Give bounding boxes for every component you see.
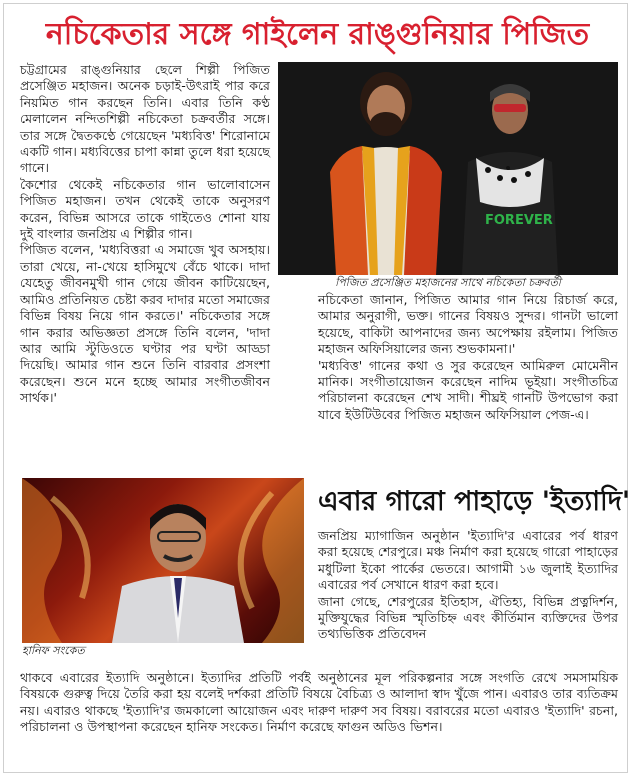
article1-paragraph: নচিকেতা জানান, পিজিত আমার গান নিয়ে রিচার্জ করে, আমার অনুরাগী, ভক্ত। গানের বিষয়ও সুন্দর। গানটা ভালো হয়েছে, বাকিটা আপনাদের জন্য অপেক্ষায় রইলাম। পিজিত মহাজন অফিসিয়ালের জন্য শুভকামনা।' bbox=[318, 292, 618, 357]
tshirt-print-text: FOREVER bbox=[485, 213, 553, 228]
article2-right-column bbox=[318, 528, 618, 668]
article2-photo bbox=[22, 478, 304, 643]
article1-paragraph: 'মধ্যবিত্ত' গানের কথা ও সুর করেছেন আমিরুল মোমেনীন মানিক। সংগীতায়োজন করেছেন নাদিম ভূইয়া। সংগীতচিত্র পরিচালনা করেছেন শেখ সাদী। শীঘ্রই গানটি উপভোগ করা যাবে ইউটিউবের পিজিত মহাজন অফিসিয়াল পেজ-এ। bbox=[318, 357, 618, 422]
article1-left-column bbox=[20, 62, 270, 472]
article2-photo-caption: হানিফ সংকেত bbox=[22, 644, 85, 657]
photo-hanif-sanket bbox=[22, 478, 304, 643]
article2-headline: এবার গারো পাহাড়ে 'ইত্যাদি' bbox=[318, 486, 631, 517]
article2-bottom-text: থাকবে এবারের ইত্যাদি অনুষ্ঠানে। ইত্যাদির প্রতিটি পর্বই অনুষ্ঠানের মূল পরিকল্পনার সঙ্গে সংগতি রেখে সমসাময়িক বিষয়কে গুরুত্ব দিয়ে তৈরি করা হয় বলেই দর্শকরা প্রতিটি বিষয়ে বৈচিত্র্য ও আলাদা স্বাদ খুঁজে পান। এবারও তার ব্যতিক্রম নয়। এবারও থাকছে 'ইত্যাদি'র জমকালো আয়োজন এবং দারুণ দারুণ সব বিষয়। বরাবরের মতো এবারও 'ইত্যাদি' রচনা, পরিচালনা ও উপস্থাপনা করেছেন হানিফ সংকেত। নির্মাণ করেছে ফাগুন অডিও ভিশন। bbox=[20, 670, 618, 735]
article1-paragraph: কৈশোর থেকেই নচিকেতার গান ভালোবাসেন পিজিত মহাজন। তখন থেকেই তাকে অনুসরণ করেন, বিভিন্ন আসরে তাকে গাইতেও শোনা যায় দুই বাংলার জনপ্রিয় এ শিল্পীর গান। bbox=[20, 176, 270, 242]
article1-photo bbox=[278, 62, 618, 275]
article1-paragraph: পিজিত বলেন, 'মধ্যবিত্তরা এ সমাজে খুব অসহায়। তারা খেয়ে, না-খেয়ে হাসিমুখে বেঁচে থাকে। দাদা যেহেতু জীবনমুখী গান গেয়ে জীবন কাটিয়েছেন, আমিও প্রতিনিয়ত চেষ্টা করব দাদার মতো সমাজের বিভিন্ন বিষয় নিয়ে গান করতে।' নচিকেতার সঙ্গে গান করার অভিজ্ঞতা প্রসঙ্গে তিনি বলেন, 'দাদা আর আমি স্টুডিওতে ঘণ্টার পর ঘণ্টা আড্ডা দিয়েছি। আমার গান শুনে তিনি বারবার প্রসংশা করেছেন। শুনে মনে হচ্ছে আমার সংগীতজীবন সার্থক।' bbox=[20, 242, 270, 406]
photo-nachiketa-pijit bbox=[278, 62, 618, 275]
article1-headline: নচিকেতার সঙ্গে গাইলেন রাঙ্গুনিয়ার পিজিত bbox=[45, 17, 590, 52]
article1-right-column bbox=[318, 292, 618, 477]
article1-photo-caption: পিজিত প্রসেঞ্জিত মহাজনের সাথে নচিকেতা চক্রবর্তী bbox=[335, 276, 561, 289]
article2-paragraph: জানা গেছে, শেরপুরের ইতিহাস, ঐতিহ্য, বিভিন্ন প্রত্নদির্শন, মুক্তিযুদ্ধের বিভিন্ন স্মৃতিচিহ্ন এবং কীর্তিমান ব্যক্তিদের উপর তথ্যভিত্তিক প্রতিবেদন bbox=[318, 593, 618, 642]
article2-paragraph: জনপ্রিয় ম্যাগাজিন অনুষ্ঠান 'ইত্যাদি'র এবারের পর্ব ধারণ করা হয়েছে শেরপুরে। মঞ্চ নির্মাণ করা হয়েছে গারো পাহাড়ের মধুটিলা ইকো পার্কের ভেতরে। আগামী ১৬ জুলাই ইত্যাদির এবারের পর্ব সেখানে ধারণ করা হবে। bbox=[318, 528, 618, 593]
article1-paragraph: চট্টগ্রামের রাঙ্গুনিয়ার ছেলে শিল্পী পিজিত প্রসেঞ্জিত মহাজন। অনেক চড়াই-উৎরাই পার করে নিয়মিত গান করছেন তিনি। এবার তিনি কণ্ঠ মেলালেন নন্দিতশিল্পী নচিকেতা চক্রবর্তীর সঙ্গে। তার সঙ্গে দ্বৈতকণ্ঠে গেয়েছেন 'মধ্যবিত্ত' শিরোনামে একটি গান। মধ্যবিত্তের চাপা কান্না তুলে ধরা হয়েছে গানে। bbox=[20, 62, 270, 176]
